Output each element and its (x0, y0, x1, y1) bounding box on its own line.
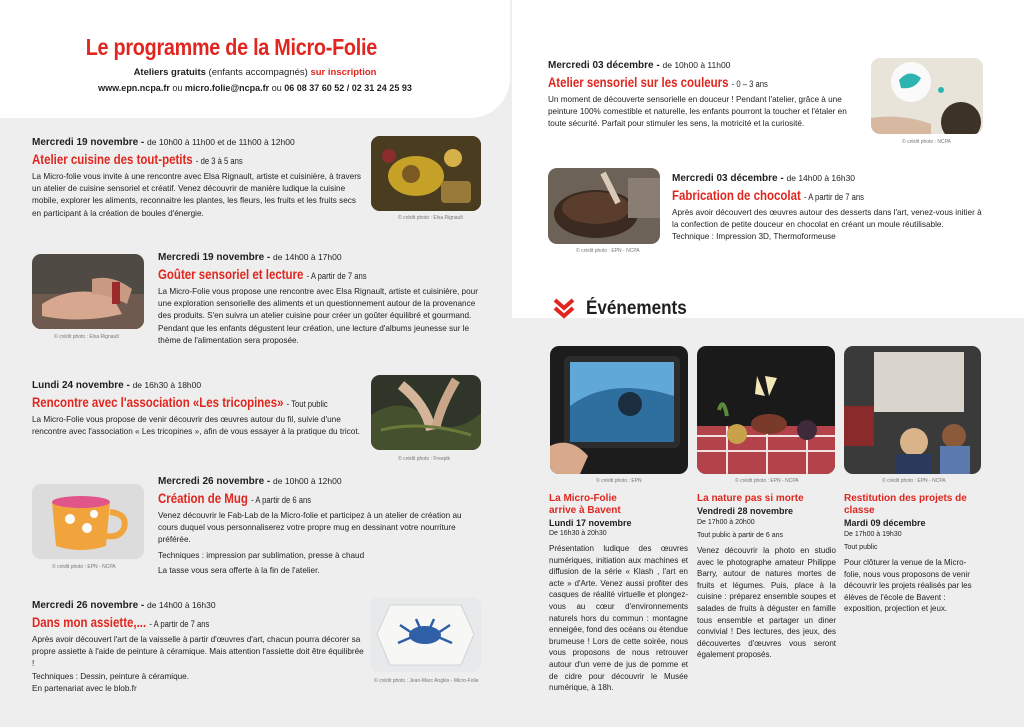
event-title: Restitution des projets de classe (844, 493, 967, 516)
atelier-assiette-photo (370, 597, 481, 672)
photo-credit: © crédit photo : EPN - NCPA (882, 478, 946, 484)
atelier-date: Mercredi 26 novembre - de 10h00 à 12h00 (158, 476, 342, 487)
photo-image-icon (371, 375, 481, 450)
atelier-age: - de 3 à 5 ans (195, 156, 243, 166)
atelier-age: - A partir de 7 ans (306, 271, 367, 281)
website-link[interactable]: www.epn.ncpa.fr (98, 83, 170, 93)
event-description: Venez découvrir la photo en studio avec le photographe amateur Philippe Barry, autour de natures mortes de fruits et légumes. Puis, place à la cuisine : préparez ensemble soupes et salades de fruits à déguster en famille tous ensemble et partager un diner convivial ! Des lectures, des jeux, des découvertes d'œuvres vous seront également proposés. (697, 546, 836, 660)
ateliers-label: Ateliers gratuits (133, 67, 206, 78)
atelier-note: La tasse vous sera offerte à la fin de l'atelier. (158, 565, 320, 575)
atelier-description: Un moment de découverte sensorielle en douceur ! Pendant l'atelier, grâce à une peinture 100% comestible et naturelle, les enfants pourront la toucher et l'étaler en toute sécurité. Parfait pour stimuler les sens, la motricité et la curiosité. (548, 95, 847, 129)
photo-image-icon (548, 168, 660, 244)
event-nature-photo (697, 346, 835, 474)
photo-credit: © crédit photo : Elsa Rignault (54, 334, 119, 340)
photo-credit: © crédit photo : EPN - NCPA (52, 564, 116, 570)
event-time: De 16h30 à 20h30 (549, 530, 607, 537)
mug-illustration-icon (32, 484, 144, 559)
atelier-age: - A partir de 7 ans (804, 192, 864, 202)
atelier-techniques: Techniques : Dessin, peinture à céramique. (32, 671, 190, 681)
atelier-age: - 0 – 3 ans (731, 79, 768, 89)
atelier-date: Mercredi 03 décembre - de 10h00 à 11h00 (548, 60, 731, 71)
events-title: Événements (586, 298, 687, 319)
header-contact (0, 83, 510, 93)
atelier-description: Venez découvrir le Fab-Lab de la Micro-folie et participez à un atelier de création au cours duquel vous personnaliserez votre propre mug en dessinant votre nourriture préférée. (158, 511, 462, 545)
atelier-mug-photo (32, 484, 144, 559)
header-subline (0, 67, 510, 78)
atelier-date: Mercredi 26 novembre - de 14h00 à 16h30 (32, 600, 216, 611)
atelier-cuisine-tout-petits (32, 137, 362, 220)
event-restitution-projets (844, 493, 982, 615)
atelier-tricot-photo (371, 375, 481, 450)
event-description: Pour clôturer la venue de la Micro-folie, nous vous proposons de venir découvrir les projets réalisés par les élèves de l'école de Bavent : exposition, projection et jeux. (844, 558, 972, 614)
atelier-title: Goûter sensoriel et lecture - A partir de 7 ans (158, 267, 367, 282)
atelier-time: de 10h00 à 12h00 (273, 476, 342, 486)
plate-illustration-icon (370, 597, 481, 672)
photo-image-icon (371, 136, 481, 211)
event-nature-pas-si-morte (697, 493, 836, 661)
event-public: Tout public à partir de 6 ans (697, 532, 783, 539)
atelier-note: En partenariat avec le blob.fr (32, 683, 137, 693)
event-date: Mardi 09 décembre (844, 518, 926, 528)
atelier-title: Dans mon assiette,... - A partir de 7 ans (32, 615, 210, 630)
double-chevron-down-icon (552, 297, 576, 321)
atelier-sensoriel-couleurs (548, 60, 858, 131)
event-description: Présentation ludique des œuvres numériques, initiation aux machines et diffusion de la série « Klash , l'art en acte » d'Arte. Venez aussi profiter des casques de réalité virtuelle et plongez-vous au cœur d'environnements naturels hors du commun : montagne enneigée, fond des océans ou étendue brumeuse ! Lors de cette soirée, nous vous proposons de nous retrouver autour d'un verre de jus de pomme et de cidre pour découvrir le Musée numérique, à 18h. (549, 544, 688, 693)
phone-numbers: 06 08 37 60 52 / 02 31 24 25 93 (284, 83, 412, 93)
atelier-time: de 16h30 à 18h00 (132, 380, 202, 390)
ou-text-1: ou (172, 83, 183, 93)
photo-credit: © crédit photo : EPN (596, 478, 642, 484)
atelier-gouter-photo (32, 254, 144, 329)
atelier-fabrication-chocolat (672, 173, 990, 244)
photo-credit: © crédit photo : EPN - NCPA (735, 478, 799, 484)
atelier-description: La Micro-Folie vous propose de venir découvrir des œuvres autour du fil, suivie d'une rencontre avec l'association « Les tricopines », afin de vous essayer à la pratique du tricot. (32, 415, 360, 437)
atelier-title: Création de Mug - A partir de 6 ans (158, 491, 312, 506)
atelier-gouter-sensoriel (158, 252, 480, 347)
atelier-cuisine-photo (371, 136, 481, 211)
atelier-age: - A partir de 6 ans (251, 495, 312, 505)
atelier-description: Après avoir découvert des œuvres autour des desserts dans l'art, venez-vous initier à la confection de petite douceur en chocolat en créant un moule réutilisable. (672, 208, 982, 230)
atelier-age: - Tout public (286, 399, 328, 409)
atelier-date: Lundi 24 novembre - de 16h30 à 18h00 (32, 380, 202, 391)
atelier-dans-mon-assiette (32, 600, 366, 695)
atelier-couleurs-photo (871, 58, 983, 134)
atelier-age: - A partir de 7 ans (149, 619, 210, 629)
photo-credit: © crédit photo : NCPA (902, 139, 951, 145)
photo-image-icon (697, 346, 835, 474)
atelier-title: Fabrication de chocolat - A partir de 7 ans (672, 188, 864, 203)
event-public: Tout public (844, 544, 878, 551)
photo-credit: © crédit photo : Freepik (398, 456, 451, 462)
photo-image-icon (32, 254, 144, 329)
atelier-time: de 10h00 à 11h00 (662, 60, 731, 70)
atelier-time: de 14h00 à 16h30 (786, 173, 856, 183)
event-date: Lundi 17 novembre (549, 518, 632, 528)
event-time: De 17h00 à 20h00 (697, 519, 755, 526)
inscription-label: sur inscription (310, 67, 377, 78)
event-title: La nature pas si morte (697, 493, 804, 504)
event-date: Vendredi 28 novembre (697, 506, 794, 516)
event-microfolie-photo (550, 346, 688, 474)
event-restitution-photo (844, 346, 981, 474)
events-heading (552, 297, 698, 321)
atelier-date: Mercredi 19 novembre - de 10h00 à 11h00 et de 11h00 à 12h00 (32, 137, 295, 148)
atelier-techniques: Techniques : impression par sublimation, presse à chaud (158, 550, 365, 560)
photo-credit: © crédit photo : Jean-Marc Anglès - Micro-Folie (374, 678, 479, 684)
atelier-time: de 14h00 à 16h30 (147, 600, 216, 610)
email-link[interactable]: micro.folie@ncpa.fr (184, 83, 270, 93)
ou-text-2: ou (271, 83, 282, 93)
atelier-description: Après avoir découvert l'art de la vaisselle à partir d'œuvres d'art, chacun pourra décorer sa propre assiette à l'aide de peinture à céramique. Mais attention l'assiette doit être équilibrée ! (32, 635, 364, 669)
atelier-description: La Micro-Folie vous propose une rencontre avec Elsa Rignault, artiste et cuisinière, pour une exploration sensorielle des aliments et un questionnement autour de la provenance des produits. S'en suivra un atelier cuisine pour créer un goûter équilibré et gourmand. Pendant que les enfants dégustent leur création, une lecture d'albums jeunesse sur le thème de l'alimentation sera proposée. (158, 287, 478, 345)
accomp-label: (enfants accompagnés) (208, 67, 308, 78)
atelier-time: de 14h00 à 17h00 (273, 252, 342, 262)
atelier-title: Atelier sensoriel sur les couleurs - 0 – 3 ans (548, 75, 768, 90)
photo-image-icon (871, 58, 983, 134)
photo-image-icon (550, 346, 688, 474)
atelier-chocolat-photo (548, 168, 660, 244)
event-time: De 17h00 à 19h30 (844, 531, 902, 538)
atelier-time: de 10h00 à 11h00 et de 11h00 à 12h00 (147, 137, 295, 147)
atelier-date: Mercredi 19 novembre - de 14h00 à 17h00 (158, 252, 342, 263)
atelier-date: Mercredi 03 décembre - de 14h00 à 16h30 (672, 173, 856, 184)
photo-credit: © crédit photo : Elsa Rignault (398, 215, 463, 221)
atelier-techniques: Technique : Impression 3D, Thermoformeuse (672, 232, 836, 242)
page-title: Le programme de la Micro-Folie (85, 34, 377, 60)
atelier-creation-mug (158, 476, 480, 577)
event-title: La Micro-Folie arrive à Bavent (549, 493, 621, 516)
atelier-description: La Micro-folie vous invite à une rencontre avec Elsa Rignault, artiste et cuisinière, à travers un atelier de cuisine sensoriel et créatif. Venez découvrir de manière ludique la cuisine mobile, explorer les aliments, reconnaitre les plantes, les fleurs, les fruits et les fruits secs en participant à la création de boules d'énergie. (32, 172, 362, 218)
header (0, 34, 510, 93)
atelier-title: Rencontre avec l'association «Les tricopines» - Tout public (32, 395, 328, 410)
atelier-title: Atelier cuisine des tout-petits - de 3 à 5 ans (32, 152, 243, 167)
event-microfolie-arrive (549, 493, 688, 694)
atelier-tricopines (32, 380, 365, 438)
photo-credit: © crédit photo : EPN - NCPA (576, 248, 640, 254)
photo-image-icon (844, 346, 981, 474)
